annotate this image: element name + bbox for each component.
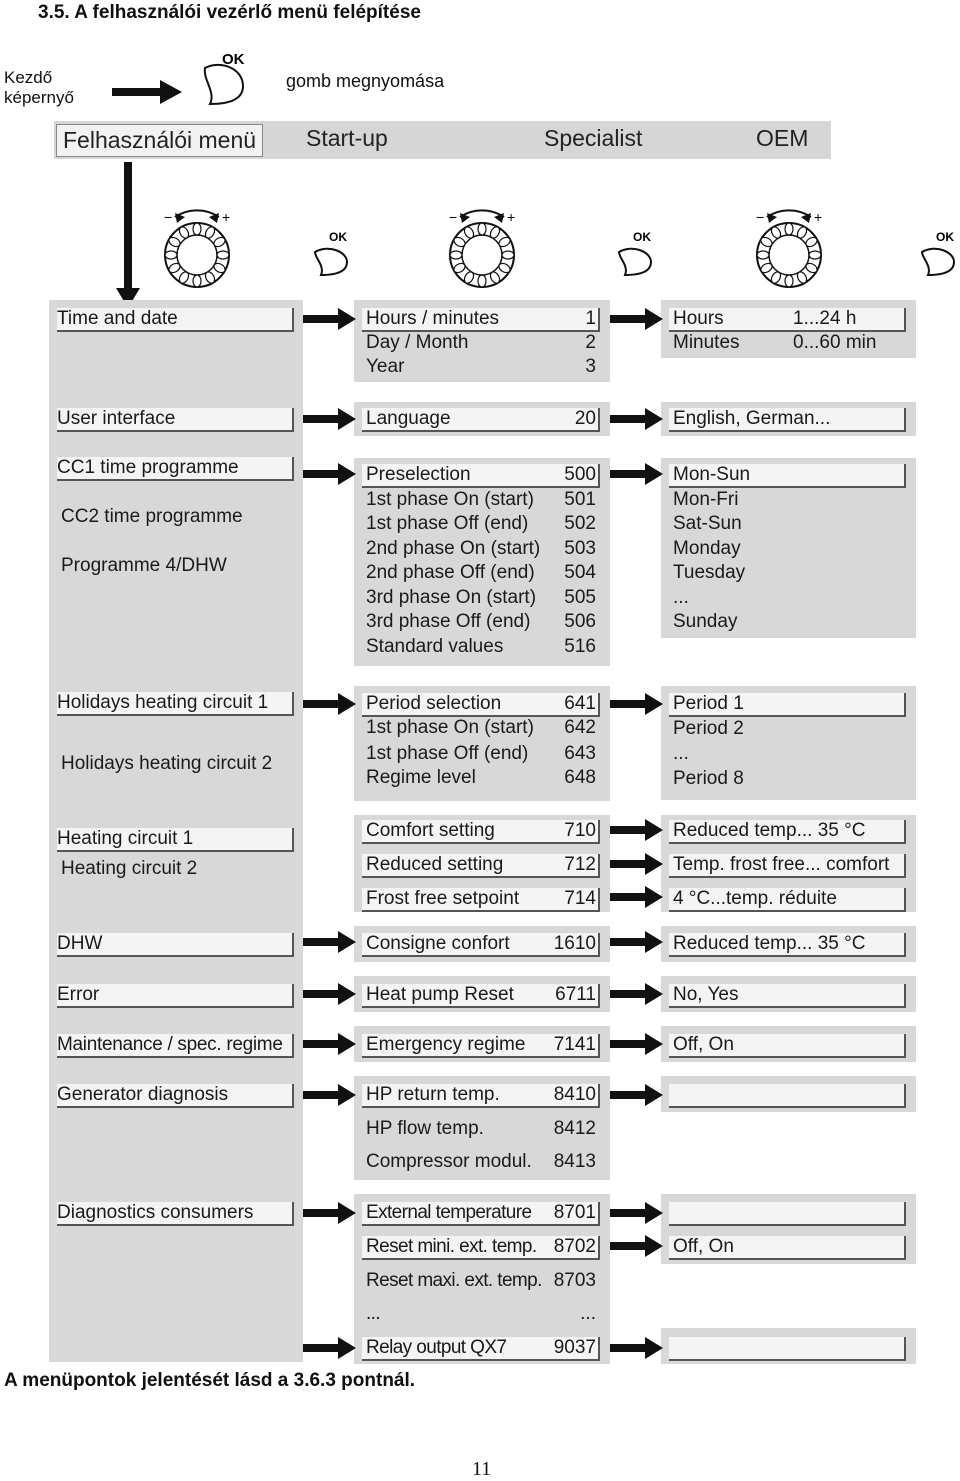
- submenu-item-label: 3rd phase On (start): [366, 587, 537, 608]
- right-arrow-icon: [303, 1033, 356, 1055]
- value-option[interactable]: [669, 888, 906, 912]
- value-option-label: Temp. frost free... comfort: [673, 854, 890, 875]
- submenu-item-label: ...: [366, 1303, 381, 1324]
- submenu-item-label: 1st phase Off (end): [366, 743, 529, 764]
- right-arrow-icon: [303, 1084, 356, 1106]
- menu-level-bar: [54, 121, 831, 159]
- footer-note: A menüpontok jelentését lásd a 3.6.3 pontnál.: [4, 1370, 416, 1391]
- submenu-item[interactable]: [362, 933, 600, 957]
- ok-button-icon: [619, 230, 651, 275]
- tab-oem[interactable]: OEM: [756, 125, 809, 151]
- submenu-item-code: 648: [564, 767, 596, 788]
- submenu-item-label: Hours / minutes: [366, 308, 500, 329]
- value-option-label: Off, On: [673, 1236, 734, 1257]
- right-arrow-icon: [610, 1033, 663, 1055]
- submenu-item-label: Relay output QX7: [366, 1337, 507, 1358]
- submenu-item-label: Reset maxi. ext. temp.: [366, 1270, 542, 1291]
- submenu-item-code: 2: [585, 332, 596, 353]
- submenu-item-label: Compressor modul.: [366, 1151, 532, 1172]
- right-arrow-icon: [610, 693, 663, 715]
- value-option[interactable]: [669, 1236, 906, 1260]
- submenu-item-label: Regime level: [366, 767, 476, 788]
- submenu-item-code: 501: [564, 489, 596, 510]
- right-arrow-icon: [610, 853, 663, 875]
- submenu-item[interactable]: [362, 308, 600, 332]
- ok-button-icon: [922, 230, 954, 275]
- right-arrow-icon: [610, 1235, 663, 1257]
- right-arrow-icon: [303, 931, 356, 953]
- button-press-label: gomb megnyomása: [286, 71, 445, 91]
- submenu-item-label: External temperature: [366, 1202, 532, 1223]
- submenu-item-label: 3rd phase Off (end): [366, 611, 531, 632]
- right-arrow-icon: [610, 1337, 663, 1359]
- ok-button-icon: [205, 65, 243, 104]
- submenu-item[interactable]: [362, 408, 600, 432]
- submenu-item-code: 8703: [553, 1270, 596, 1291]
- submenu-item[interactable]: [362, 984, 600, 1008]
- submenu-item[interactable]: [362, 464, 600, 488]
- submenu-item-code: 505: [564, 587, 596, 608]
- minus-sign: −: [449, 209, 458, 225]
- empty-value-field: [669, 1337, 906, 1361]
- menu-item-maintenance[interactable]: Maintenance / spec. regime: [57, 1034, 294, 1058]
- submenu-item-code: 6711: [555, 984, 596, 1005]
- submenu-item-label: Year: [366, 356, 405, 377]
- submenu-item-code: 504: [564, 562, 596, 583]
- submenu-item-code: 1610: [553, 933, 596, 954]
- menu-item-programme-4-dhw[interactable]: Programme 4/DHW: [61, 555, 227, 576]
- submenu-item-label: Comfort setting: [366, 820, 495, 841]
- submenu-item-code: 643: [564, 743, 596, 764]
- empty-value-field: [669, 1084, 906, 1108]
- right-arrow-icon: [303, 1337, 356, 1359]
- submenu-item-label: Day / Month: [366, 332, 469, 353]
- submenu-item-code: 500: [564, 464, 596, 485]
- value-option-label: 4 °C...temp. réduite: [673, 888, 837, 909]
- empty-value-field: [669, 1202, 906, 1226]
- submenu-item-label: Preselection: [366, 464, 471, 485]
- plus-sign: +: [507, 209, 516, 225]
- value-option[interactable]: [669, 1034, 906, 1058]
- submenu-item[interactable]: [362, 1337, 600, 1361]
- value-option[interactable]: [669, 984, 906, 1008]
- value-option[interactable]: [669, 464, 906, 488]
- right-arrow-icon: [303, 983, 356, 1005]
- submenu-item-code: 641: [564, 693, 596, 714]
- submenu-item-code: 8410: [553, 1084, 596, 1105]
- submenu-item-label: 1st phase On (start): [366, 489, 534, 510]
- menu-item-holidays-hc1[interactable]: Holidays heating circuit 1: [57, 692, 294, 716]
- rotary-dial-icon: [164, 209, 230, 287]
- right-arrow-icon: [610, 819, 663, 841]
- right-arrow-icon: [303, 308, 356, 330]
- submenu-item-code: 7141: [553, 1034, 596, 1055]
- menu-item-holidays-hc2[interactable]: Holidays heating circuit 2: [61, 753, 273, 774]
- value-option-label: Period 2: [673, 718, 744, 739]
- menu-item-generator-diagnosis[interactable]: Generator diagnosis: [57, 1084, 294, 1108]
- submenu-item-code: 3: [585, 356, 596, 377]
- right-arrow-icon: [303, 463, 356, 485]
- submenu-item-code: 714: [564, 888, 596, 909]
- start-screen-label: Kezdő képernyő: [4, 68, 74, 107]
- submenu-item-code: 502: [564, 513, 596, 534]
- ok-text: OK: [936, 230, 954, 244]
- value-option-label: Off, On: [673, 1034, 734, 1055]
- minus-sign: −: [756, 209, 765, 225]
- submenu-item-label: 2nd phase On (start): [366, 538, 541, 559]
- submenu-item-code: 9037: [553, 1337, 596, 1358]
- section-heading: 3.5. A felhasználói vezérlő menü felépítése: [38, 2, 421, 23]
- submenu-item-code: ...: [580, 1303, 596, 1324]
- right-arrow-icon: [303, 693, 356, 715]
- value-option-label: Sat-Sun: [673, 513, 742, 534]
- value-option[interactable]: [669, 308, 906, 332]
- submenu-item-code: 8413: [553, 1151, 596, 1172]
- submenu-item-code: 503: [564, 538, 596, 559]
- menu-item-heating-circuit-1[interactable]: Heating circuit 1: [57, 828, 294, 852]
- value-option-label: Minutes: [673, 332, 740, 353]
- submenu-item-label: Reduced setting: [366, 854, 504, 875]
- right-arrow-icon: [610, 1084, 663, 1106]
- right-arrow-icon: [610, 931, 663, 953]
- submenu-item[interactable]: [362, 1034, 600, 1058]
- plus-sign: +: [222, 209, 231, 225]
- submenu-item[interactable]: [362, 888, 600, 912]
- value-option[interactable]: [669, 933, 906, 957]
- rotary-dial-icon: [756, 209, 822, 287]
- value-option-label: Period 1: [673, 693, 744, 714]
- ok-button-icon: [315, 230, 347, 275]
- menu-item-cc1-time-programme[interactable]: CC1 time programme: [57, 457, 294, 481]
- submenu-item[interactable]: [362, 820, 600, 844]
- submenu-item[interactable]: [362, 1202, 600, 1226]
- right-arrow-icon: [610, 1202, 663, 1224]
- submenu-item-label: Frost free setpoint: [366, 888, 520, 909]
- submenu-item-label: Standard values: [366, 636, 504, 657]
- submenu-item-code: 8702: [553, 1236, 596, 1257]
- value-option[interactable]: [669, 854, 906, 878]
- right-arrow-icon: [303, 408, 356, 430]
- submenu-item-code: 1: [585, 308, 596, 329]
- submenu-item-label: Period selection: [366, 693, 502, 714]
- value-option-range: 1...24 h: [793, 308, 857, 329]
- down-arrow-icon: [116, 162, 140, 308]
- value-option-label: ...: [673, 743, 689, 764]
- ok-text: OK: [633, 230, 651, 244]
- submenu-item-label: Consigne confort: [366, 933, 510, 954]
- rotary-dial-icon: [449, 209, 515, 287]
- value-option-label: Sunday: [673, 611, 738, 632]
- submenu-item-code: 8701: [553, 1202, 596, 1223]
- submenu-item-code: 712: [564, 854, 596, 875]
- right-arrow-icon: [303, 1202, 356, 1224]
- value-option-label: Mon-Fri: [673, 489, 739, 510]
- submenu-item-label: Language: [366, 408, 451, 429]
- page-number: 11: [472, 1458, 492, 1480]
- right-arrow-icon: [610, 308, 663, 330]
- value-option-label: Period 8: [673, 768, 744, 789]
- menu-item-error[interactable]: Error: [57, 984, 294, 1008]
- submenu-item[interactable]: [362, 693, 600, 717]
- value-option-label: No, Yes: [673, 984, 739, 1005]
- menu-item-time-and-date[interactable]: Time and date: [57, 308, 294, 332]
- tab-start-up[interactable]: Start-up: [306, 125, 388, 151]
- value-option-label: Hours: [673, 308, 724, 329]
- submenu-item-code: 516: [564, 636, 596, 657]
- right-arrow-icon: [610, 408, 663, 430]
- value-option-label: English, German...: [673, 408, 831, 429]
- value-option[interactable]: [669, 408, 906, 432]
- submenu-item-label: Reset mini. ext. temp.: [366, 1236, 537, 1257]
- value-option-label: Tuesday: [673, 562, 746, 583]
- ok-text: OK: [222, 51, 245, 68]
- submenu-item[interactable]: [362, 1084, 600, 1108]
- submenu-item-label: 1st phase On (start): [366, 717, 534, 738]
- ok-text: OK: [329, 230, 347, 244]
- submenu-item-label: 2nd phase Off (end): [366, 562, 535, 583]
- submenu-item-code: 20: [574, 408, 596, 429]
- menu-item-diagnostics-consumers[interactable]: Diagnostics consumers: [57, 1202, 294, 1226]
- value-option[interactable]: [669, 820, 906, 844]
- submenu-item-label: HP flow temp.: [366, 1118, 484, 1139]
- value-option-label: Reduced temp... 35 °C: [673, 820, 866, 841]
- value-option-label: Monday: [673, 538, 741, 559]
- menu-item-heating-circuit-2[interactable]: Heating circuit 2: [61, 858, 198, 879]
- submenu-item-label: Emergency regime: [366, 1034, 526, 1055]
- minus-sign: −: [164, 209, 173, 225]
- plus-sign: +: [814, 209, 823, 225]
- tab-user-menu[interactable]: Felhasználói menü: [56, 124, 263, 157]
- value-option-label: ...: [673, 587, 689, 608]
- submenu-item-label: HP return temp.: [366, 1084, 500, 1105]
- submenu-item-code: 8412: [553, 1118, 596, 1139]
- menu-item-dhw[interactable]: DHW: [57, 933, 294, 957]
- value-option-label: Reduced temp... 35 °C: [673, 933, 866, 954]
- right-arrow-icon: [112, 80, 182, 104]
- value-option[interactable]: [669, 693, 906, 717]
- submenu-item-label: Heat pump Reset: [366, 984, 514, 1005]
- right-arrow-icon: [610, 983, 663, 1005]
- tab-specialist[interactable]: Specialist: [544, 125, 643, 151]
- submenu-item[interactable]: [362, 1236, 600, 1260]
- submenu-item[interactable]: [362, 854, 600, 878]
- right-arrow-icon: [610, 463, 663, 485]
- menu-item-cc2-time-programme[interactable]: CC2 time programme: [61, 506, 243, 527]
- value-option-label: Mon-Sun: [673, 464, 751, 485]
- submenu-item-code: 506: [564, 611, 596, 632]
- submenu-item-code: 710: [564, 820, 596, 841]
- submenu-item-label: 1st phase Off (end): [366, 513, 529, 534]
- submenu-item-code: 642: [564, 717, 596, 738]
- value-option-range: 0...60 min: [793, 332, 877, 353]
- menu-item-user-interface[interactable]: User interface: [57, 408, 294, 432]
- right-arrow-icon: [610, 886, 663, 908]
